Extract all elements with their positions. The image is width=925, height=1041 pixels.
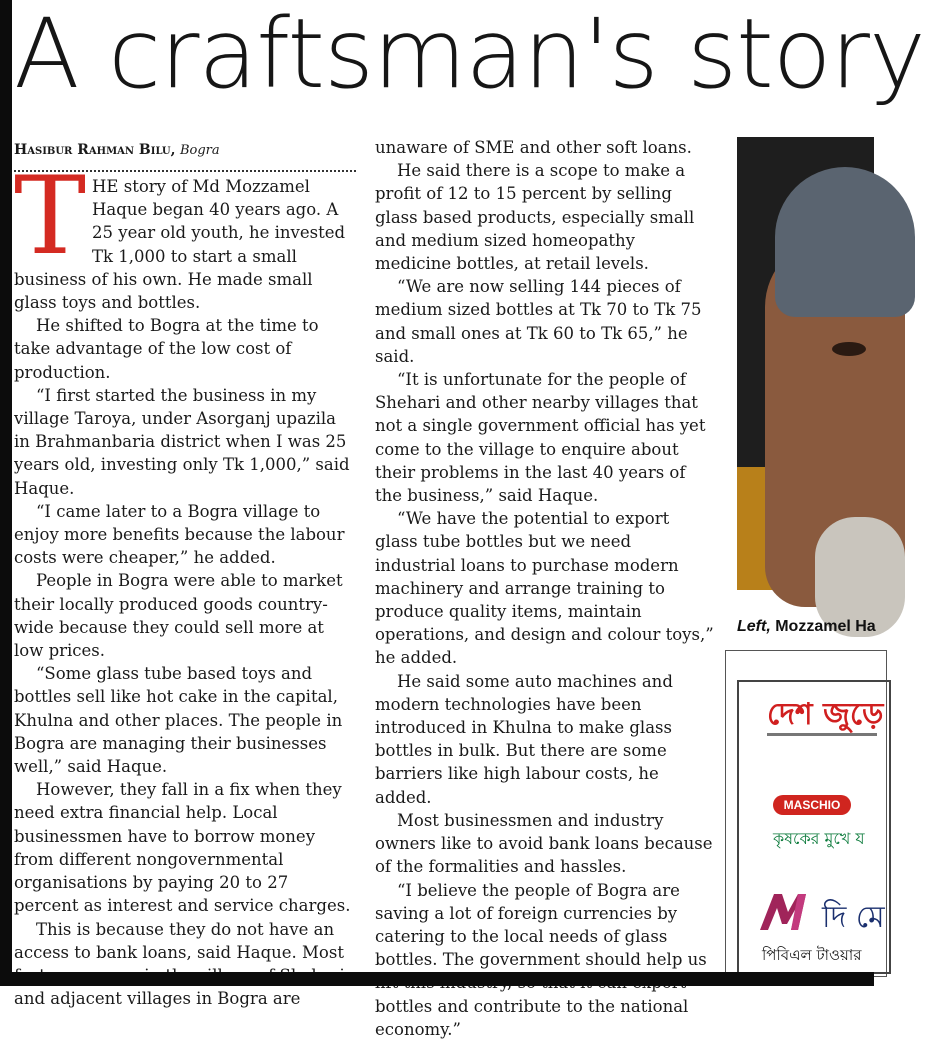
brand-badge: MASCHIO (773, 795, 851, 815)
paragraph: “I first started the business in my village Taroya, under Asorganj upazila in Brahmanbaria district when I was 25 years old, investing only Tk 1,000,” said Haque. (14, 385, 350, 498)
page-title: A craftsman's story (14, 0, 925, 110)
paragraph: “Some glass tube based toys and bottles sell like hot cake in the capital, Khulna and other places. The people in Bogra are managing their businesses well,” said Haque. (14, 664, 343, 777)
paragraph: unaware of SME and other soft loans. (375, 138, 692, 157)
paragraph: However, they fall in a fix when they need extra financial help. Local businessmen have to borrow money from different nongovernmental organisations by paying 20 to 27 percent as interest and service charges. (14, 780, 351, 916)
company-logo-icon (758, 888, 818, 932)
paragraph: “I came later to a Bogra village to enjoy more benefits because the labour costs were cheaper,” he added. (14, 501, 345, 568)
caption-lead: Left, (737, 618, 771, 635)
drop-cap: T (14, 154, 87, 279)
advert-company: দি মে (822, 900, 885, 935)
author-location: Bogra (179, 143, 220, 158)
paragraph-1 (14, 154, 356, 314)
photo-caption (737, 618, 876, 636)
paragraph: He said some auto machines and modern technologies have been introduced in Khulna to make glass bottles in bulk. But there are some barriers like high labour costs, he added. (375, 671, 673, 807)
paragraph: He shifted to Bogra at the time to take advantage of the low cost of production. (14, 316, 319, 382)
paragraph: “We are now selling 144 pieces of medium sized bottles at Tk 70 to Tk 75 and small ones at Tk 60 to Tk 65,” he said. (375, 277, 702, 366)
paragraph: “We have the potential to export glass tube bottles but we need industrial loans to purchase modern machinery and arrange training to produce quality items, maintain operations, and design and colour toys,” he added. (375, 509, 714, 668)
photo-eye (832, 342, 866, 356)
article-column-2 (375, 136, 715, 1041)
advert-tagline: কৃষকের মুখে য (773, 829, 865, 848)
paragraph: This is because they do not have an access to bank loans, said Haque. Most and adjacent villages in Bogra are (14, 919, 344, 1009)
paragraph: He said there is a scope to make a profit of 12 to 15 percent by selling glass based products, especially small and medium sized homeopathy medicine bottles, at retail levels. (375, 161, 695, 274)
portrait-photo (737, 137, 874, 590)
left-border (0, 0, 12, 986)
article-column-1 (14, 140, 356, 1010)
paragraph: People in Bogra were able to market their locally produced goods country-wide because they could sell more at low prices. (14, 571, 343, 661)
byline (14, 140, 356, 162)
photo-hair (775, 167, 915, 317)
advert-divider (767, 733, 877, 736)
paragraph: Most businessmen and industry owners like to avoid bank loans because of the formalities and hassles. (375, 810, 713, 877)
bottom-border (0, 972, 874, 986)
caption-text: Mozzamel Ha (770, 618, 876, 635)
paragraph-1-text: HE story of Md Mozzamel Haque began 40 years ago. A 25 year old youth, he invested Tk 1,000 to start a small business of his own. He made small glass toys and bottles. (14, 177, 346, 313)
advert-address: পিবিএল টাওয়ার (762, 946, 862, 964)
author-name: Hasibur Rahman Bilu, (14, 142, 176, 158)
paragraph: “It is unfortunate for the people of Shehari and other nearby villages that not a single government official has yet come to the village to enquire about their problems in the last 40 years of the business,” said Haque. (375, 370, 706, 506)
paragraph: “I believe the people of Bogra are saving a lot of foreign currencies by catering to the local needs of glass bottles. The government should help us bottles and contribute to the national economy.” (375, 880, 707, 1039)
advert-title: দেশ জুড়ে (767, 697, 884, 732)
